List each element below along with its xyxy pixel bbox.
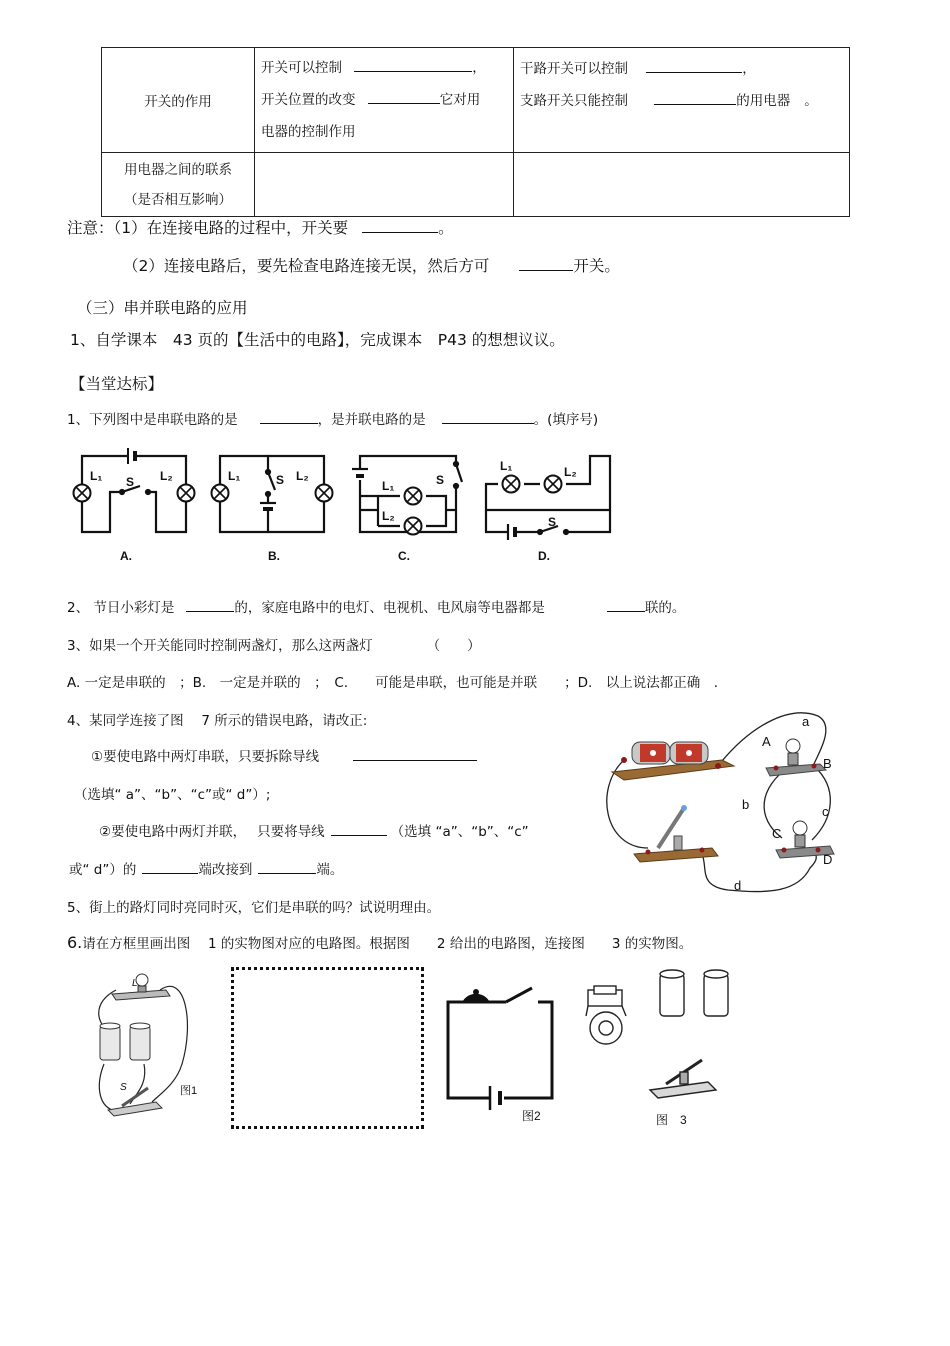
label-s: S <box>436 473 445 487</box>
label-l1: L₁ <box>500 459 513 473</box>
knife-switch <box>634 805 718 862</box>
parallel-cell <box>514 48 850 153</box>
label-C: C <box>772 826 782 841</box>
figure-2-caption: 图2 <box>522 1109 541 1123</box>
bell-icon <box>473 989 479 995</box>
note-1 <box>67 216 454 238</box>
wire-a[interactable] <box>718 713 826 766</box>
note-1-text: 注意：（1）在连接电路的过程中，开关要 <box>67 219 349 237</box>
question-3-options: A. 一定是串联的 ；B. 一定是并联的 ； C. 可能是串联，也可能是并联 ；D. 以上说法都正确 . <box>67 675 719 691</box>
knife-switch <box>650 1060 716 1098</box>
figure-2 <box>440 976 570 1126</box>
question-4-part-2 <box>99 820 529 840</box>
series-line2-text: 开关位置的改变 <box>261 92 356 108</box>
q1-circuit-diagrams <box>60 446 620 566</box>
question-6 <box>67 932 692 952</box>
table-row-label <box>102 153 255 217</box>
practice-heading: 【当堂达标】 <box>70 375 164 393</box>
question-4-part-2b <box>69 858 343 878</box>
bulb-icon <box>136 974 148 986</box>
question-4-part-2b-text: 或“ d”）的 <box>69 862 137 878</box>
answer-blank[interactable] <box>186 597 234 612</box>
wire-d[interactable] <box>702 852 816 892</box>
label-B: B <box>823 756 832 771</box>
battery-icon <box>130 1026 150 1060</box>
bulb-icon <box>793 821 807 835</box>
series-cell <box>255 48 514 153</box>
lamp-icon <box>405 518 422 535</box>
parallel-relation-cell[interactable] <box>514 153 850 217</box>
question-1-text: 1、下列图中是串联电路的是 <box>67 412 238 428</box>
figure-3-caption: 图 3 <box>656 1113 687 1127</box>
note-2-text: （2）连接电路后，要先检查电路连接无误，然后方可 <box>123 257 490 275</box>
question-2 <box>67 596 685 616</box>
caption-c: C. <box>398 549 410 563</box>
caption-b: B. <box>268 549 280 563</box>
parallel-line2-period: 。 <box>804 93 818 109</box>
series-relation-cell[interactable] <box>255 153 514 217</box>
answer-blank[interactable] <box>260 409 318 424</box>
answer-blank[interactable] <box>607 597 645 612</box>
label-l2: L₂ <box>160 469 173 483</box>
caption-a: A. <box>120 549 132 563</box>
battery-icon <box>100 1026 120 1060</box>
label-l2: L₂ <box>564 465 577 479</box>
question-1-end: 。(填序号) <box>533 412 599 428</box>
question-3 <box>67 634 481 654</box>
series-line1-end: ， <box>472 60 486 76</box>
section-3-heading: （三）串并联电路的应用 <box>77 299 248 317</box>
answer-blank[interactable] <box>654 90 736 105</box>
question-2-text: 2、 节日小彩灯是 <box>67 600 175 616</box>
answer-blank[interactable] <box>354 57 472 72</box>
lamp-icon <box>74 485 91 502</box>
series-line2-end: 它对用 <box>439 92 481 108</box>
label-l2: L₂ <box>296 469 309 483</box>
question-3-paren[interactable]: （ ） <box>426 638 481 654</box>
note-2 <box>123 254 620 276</box>
bulb-icon <box>786 739 800 753</box>
note-2-end: 开关。 <box>573 257 620 275</box>
parallel-line2-end: 的用电器 <box>736 93 791 109</box>
label-s: S <box>126 475 135 489</box>
label-switch: S <box>120 1082 127 1093</box>
question-2-mid: 的，家庭电路中的电灯、电视机、电风扇等电器都是 <box>234 600 545 616</box>
label-l1: L₁ <box>382 479 395 493</box>
answer-blank[interactable] <box>331 821 387 836</box>
label-l1: L₁ <box>90 469 103 483</box>
answer-blank[interactable] <box>368 89 440 104</box>
question-1 <box>67 408 598 428</box>
answer-blank[interactable] <box>646 58 742 73</box>
parallel-line1-end: ， <box>742 61 756 77</box>
figure-3 <box>584 968 734 1130</box>
answer-blank[interactable] <box>519 256 573 271</box>
question-4-part-2b-mid: 端改接到 <box>198 862 253 878</box>
question-4-part-2-end: （选填 “a”、“b”、“c” <box>390 824 529 840</box>
answer-blank[interactable] <box>142 859 198 874</box>
question-4-part-1 <box>91 745 477 765</box>
question-4-part-2-text: ②要使电路中两灯并联， 只要将导线 <box>99 824 325 840</box>
question-4-part-2b-end: 端。 <box>316 862 344 878</box>
lamp-icon <box>212 485 229 502</box>
question-4-part-1b: （选填“ a”、“b”、“c”或“ d”）; <box>74 787 271 803</box>
table-row-label <box>102 48 255 153</box>
question-6-text: 请在方框里画出图 1 的实物图对应的电路图。根据图 2 给出的电路图，连接图 3 的实物图。 <box>82 936 693 952</box>
circuit-a <box>82 448 186 532</box>
relation-label: 用电器之间的联系 <box>124 161 232 178</box>
answer-blank[interactable] <box>258 859 316 874</box>
label-l2: L₂ <box>382 509 395 523</box>
battery-icon <box>686 750 692 756</box>
label-b: b <box>742 797 750 812</box>
label-A: A <box>762 734 771 749</box>
label-a: a <box>802 714 810 729</box>
figure-1 <box>90 964 220 1126</box>
relation-sublabel: （是否相互影响） <box>124 191 232 208</box>
label-s: S <box>548 515 557 529</box>
label-s: S <box>276 473 285 487</box>
question-5: 5、街上的路灯同时亮同时灭，它们是串联的吗？试说明理由。 <box>67 900 441 916</box>
label-l1: L₁ <box>228 469 241 483</box>
question-3-text: 3、如果一个开关能同时控制两盏灯，那么这两盏灯 <box>67 638 373 654</box>
circuit-b <box>220 456 324 532</box>
answer-drawing-box[interactable] <box>231 967 424 1129</box>
battery-cell <box>660 970 728 1016</box>
question-1-mid: ，是并联电路的是 <box>317 412 426 428</box>
parallel-line1-text: 干路开关可以控制 <box>520 61 628 77</box>
question-4: 4、某同学连接了图 7 所示的错误电路，请改正: <box>67 713 368 729</box>
switch-comparison-table <box>101 47 850 217</box>
label-lamp: L <box>132 978 138 989</box>
switch-role-label: 开关的作用 <box>144 94 212 110</box>
battery-holder <box>612 742 734 780</box>
figure-1-caption: 图1 <box>180 1085 198 1097</box>
label-c: c <box>822 804 829 819</box>
q4-wiring-figure <box>598 708 850 898</box>
answer-blank[interactable] <box>353 746 477 761</box>
lamp-icon <box>178 485 195 502</box>
answer-blank[interactable] <box>442 409 534 424</box>
wire-c[interactable] <box>812 766 830 840</box>
question-2-end: 联的。 <box>644 600 686 616</box>
caption-d: D. <box>538 549 550 563</box>
answer-blank[interactable] <box>362 218 438 233</box>
label-d: d <box>734 878 742 893</box>
series-line1-text: 开关可以控制 <box>261 60 342 76</box>
label-D: D <box>823 852 833 867</box>
question-4-part-1-text: ①要使电路中两灯串联，只要拆除导线 <box>91 749 320 765</box>
lamp-icon <box>503 476 520 493</box>
section-3-item-1: 1、自学课本 43 页的【生活中的电路】，完成课本 P43 的想想议议。 <box>70 331 565 349</box>
battery-icon <box>650 750 656 756</box>
parallel-line2-text: 支路开关只能控制 <box>520 93 628 109</box>
series-line3-text: 电器的控制作用 <box>261 124 356 140</box>
note-1-end: 。 <box>438 219 454 237</box>
lamp-icon <box>316 485 333 502</box>
lamp-icon <box>405 488 422 505</box>
question-6-number: 6. <box>67 933 83 952</box>
lamp-icon <box>545 476 562 493</box>
electric-bell <box>586 986 626 1044</box>
